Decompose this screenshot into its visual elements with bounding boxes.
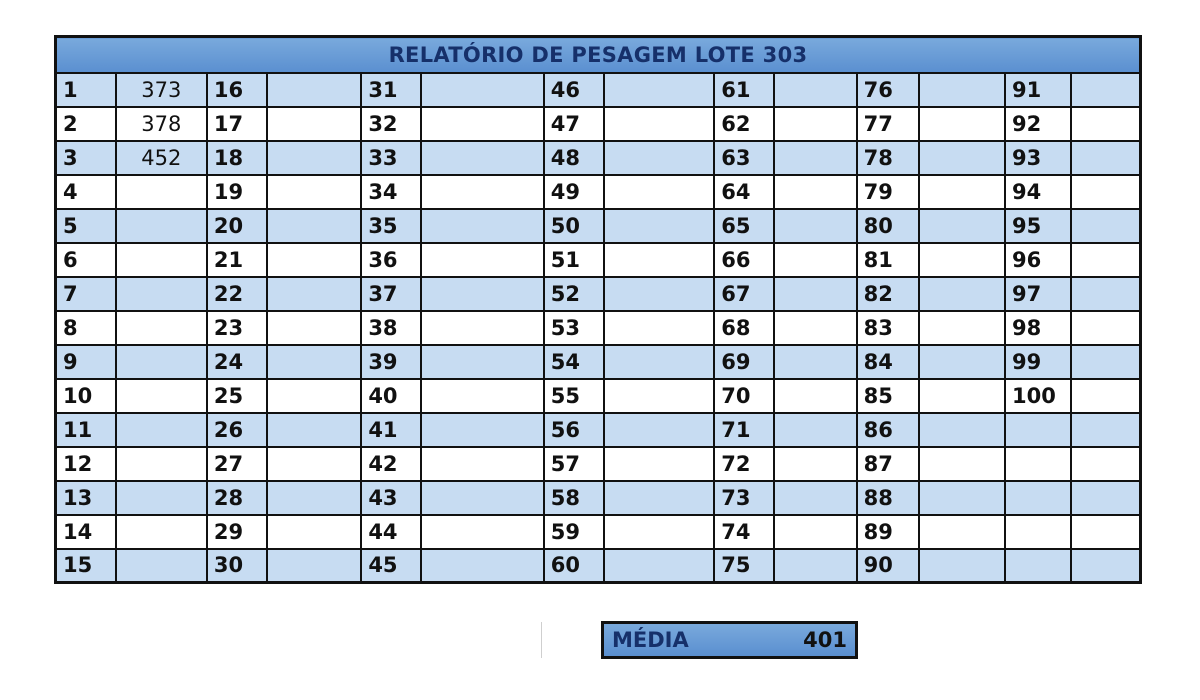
animal-number-73[interactable]: 73: [714, 481, 774, 515]
animal-number-25[interactable]: 25: [207, 379, 267, 413]
weight-cell-100[interactable]: [1071, 379, 1140, 413]
animal-number-63[interactable]: 63: [714, 141, 774, 175]
animal-number-77[interactable]: 77: [857, 107, 919, 141]
animal-number-78[interactable]: 78: [857, 141, 919, 175]
empty-cell[interactable]: [1005, 481, 1071, 515]
animal-number-54[interactable]: 54: [544, 345, 604, 379]
weight-cell-80[interactable]: [919, 209, 1005, 243]
weight-cell-69[interactable]: [774, 345, 856, 379]
empty-cell[interactable]: [1071, 481, 1140, 515]
animal-number-18[interactable]: 18: [207, 141, 267, 175]
weight-cell-7[interactable]: [116, 277, 207, 311]
animal-number-43[interactable]: 43: [361, 481, 421, 515]
weight-cell-36[interactable]: [421, 243, 543, 277]
empty-cell[interactable]: [1071, 447, 1140, 481]
weight-cell-78[interactable]: [919, 141, 1005, 175]
weight-cell-46[interactable]: [604, 73, 714, 107]
weight-cell-14[interactable]: [116, 515, 207, 549]
weight-cell-82[interactable]: [919, 277, 1005, 311]
weight-cell-13[interactable]: [116, 481, 207, 515]
animal-number-22[interactable]: 22: [207, 277, 267, 311]
weight-cell-18[interactable]: [267, 141, 361, 175]
animal-number-90[interactable]: 90: [857, 549, 919, 583]
weight-cell-17[interactable]: [267, 107, 361, 141]
animal-number-33[interactable]: 33: [361, 141, 421, 175]
empty-cell[interactable]: [1071, 413, 1140, 447]
animal-number-82[interactable]: 82: [857, 277, 919, 311]
weight-cell-4[interactable]: [116, 175, 207, 209]
animal-number-68[interactable]: 68: [714, 311, 774, 345]
animal-number-71[interactable]: 71: [714, 413, 774, 447]
average-label: MÉDIA: [612, 628, 689, 652]
weight-cell-67[interactable]: [774, 277, 856, 311]
animal-number-52[interactable]: 52: [544, 277, 604, 311]
weight-cell-15[interactable]: [116, 549, 207, 583]
weight-cell-94[interactable]: [1071, 175, 1140, 209]
weight-cell-41[interactable]: [421, 413, 543, 447]
weight-cell-79[interactable]: [919, 175, 1005, 209]
weight-cell-12[interactable]: [116, 447, 207, 481]
animal-number-86[interactable]: 86: [857, 413, 919, 447]
animal-number-6[interactable]: 6: [56, 243, 116, 277]
animal-number-62[interactable]: 62: [714, 107, 774, 141]
weight-cell-39[interactable]: [421, 345, 543, 379]
weight-cell-48[interactable]: [604, 141, 714, 175]
weight-cell-72[interactable]: [774, 447, 856, 481]
animal-number-85[interactable]: 85: [857, 379, 919, 413]
weight-cell-62[interactable]: [774, 107, 856, 141]
animal-number-8[interactable]: 8: [56, 311, 116, 345]
weight-cell-28[interactable]: [267, 481, 361, 515]
animal-number-58[interactable]: 58: [544, 481, 604, 515]
animal-number-79[interactable]: 79: [857, 175, 919, 209]
weight-cell-95[interactable]: [1071, 209, 1140, 243]
report-title: RELATÓRIO DE PESAGEM LOTE 303: [56, 37, 1141, 73]
animal-number-10[interactable]: 10: [56, 379, 116, 413]
animal-number-40[interactable]: 40: [361, 379, 421, 413]
animal-number-9[interactable]: 9: [56, 345, 116, 379]
animal-number-3[interactable]: 3: [56, 141, 116, 175]
animal-number-89[interactable]: 89: [857, 515, 919, 549]
weight-cell-93[interactable]: [1071, 141, 1140, 175]
table-row: [56, 549, 1141, 583]
weight-cell-68[interactable]: [774, 311, 856, 345]
animal-number-20[interactable]: 20: [207, 209, 267, 243]
empty-cell[interactable]: [1071, 549, 1140, 583]
animal-number-49[interactable]: 49: [544, 175, 604, 209]
table-row: [56, 413, 1141, 447]
animal-number-55[interactable]: 55: [544, 379, 604, 413]
animal-number-38[interactable]: 38: [361, 311, 421, 345]
animal-number-97[interactable]: 97: [1005, 277, 1071, 311]
weight-cell-45[interactable]: [421, 549, 543, 583]
weight-cell-92[interactable]: [1071, 107, 1140, 141]
animal-number-1[interactable]: 1: [56, 73, 116, 107]
animal-number-93[interactable]: 93: [1005, 141, 1071, 175]
weight-cell-56[interactable]: [604, 413, 714, 447]
weight-cell-85[interactable]: [919, 379, 1005, 413]
weight-cell-8[interactable]: [116, 311, 207, 345]
weight-cell-60[interactable]: [604, 549, 714, 583]
weight-cell-74[interactable]: [774, 515, 856, 549]
weight-cell-90[interactable]: [919, 549, 1005, 583]
animal-number-81[interactable]: 81: [857, 243, 919, 277]
animal-number-34[interactable]: 34: [361, 175, 421, 209]
animal-number-35[interactable]: 35: [361, 209, 421, 243]
animal-number-66[interactable]: 66: [714, 243, 774, 277]
animal-number-46[interactable]: 46: [544, 73, 604, 107]
animal-number-94[interactable]: 94: [1005, 175, 1071, 209]
animal-number-30[interactable]: 30: [207, 549, 267, 583]
table-row: [56, 311, 1141, 345]
weight-cell-2[interactable]: 378: [116, 107, 207, 141]
empty-cell[interactable]: [1071, 515, 1140, 549]
animal-number-48[interactable]: 48: [544, 141, 604, 175]
weight-cell-49[interactable]: [604, 175, 714, 209]
weight-cell-53[interactable]: [604, 311, 714, 345]
animal-number-67[interactable]: 67: [714, 277, 774, 311]
animal-number-15[interactable]: 15: [56, 549, 116, 583]
weight-cell-23[interactable]: [267, 311, 361, 345]
weight-cell-30[interactable]: [267, 549, 361, 583]
animal-number-14[interactable]: 14: [56, 515, 116, 549]
animal-number-2[interactable]: 2: [56, 107, 116, 141]
weight-cell-61[interactable]: [774, 73, 856, 107]
animal-number-84[interactable]: 84: [857, 345, 919, 379]
weight-cell-58[interactable]: [604, 481, 714, 515]
animal-number-21[interactable]: 21: [207, 243, 267, 277]
weight-cell-55[interactable]: [604, 379, 714, 413]
table-row: [56, 481, 1141, 515]
weight-cell-40[interactable]: [421, 379, 543, 413]
weight-cell-21[interactable]: [267, 243, 361, 277]
table-row: [56, 107, 1141, 141]
weight-cell-77[interactable]: [919, 107, 1005, 141]
animal-number-36[interactable]: 36: [361, 243, 421, 277]
animal-number-91[interactable]: 91: [1005, 73, 1071, 107]
animal-number-51[interactable]: 51: [544, 243, 604, 277]
weight-cell-50[interactable]: [604, 209, 714, 243]
weight-cell-47[interactable]: [604, 107, 714, 141]
weight-cell-76[interactable]: [919, 73, 1005, 107]
weight-cell-64[interactable]: [774, 175, 856, 209]
weight-cell-65[interactable]: [774, 209, 856, 243]
animal-number-12[interactable]: 12: [56, 447, 116, 481]
animal-number-61[interactable]: 61: [714, 73, 774, 107]
table-row: [56, 515, 1141, 549]
weight-cell-25[interactable]: [267, 379, 361, 413]
animal-number-92[interactable]: 92: [1005, 107, 1071, 141]
weight-cell-27[interactable]: [267, 447, 361, 481]
weight-cell-37[interactable]: [421, 277, 543, 311]
table-row: [56, 175, 1141, 209]
weight-cell-3[interactable]: 452: [116, 141, 207, 175]
animal-number-47[interactable]: 47: [544, 107, 604, 141]
animal-number-7[interactable]: 7: [56, 277, 116, 311]
weight-cell-20[interactable]: [267, 209, 361, 243]
animal-number-60[interactable]: 60: [544, 549, 604, 583]
animal-number-19[interactable]: 19: [207, 175, 267, 209]
weight-cell-10[interactable]: [116, 379, 207, 413]
weight-cell-66[interactable]: [774, 243, 856, 277]
table-row: [56, 277, 1141, 311]
animal-number-65[interactable]: 65: [714, 209, 774, 243]
animal-number-44[interactable]: 44: [361, 515, 421, 549]
animal-number-42[interactable]: 42: [361, 447, 421, 481]
empty-cell[interactable]: [1005, 549, 1071, 583]
animal-number-100[interactable]: 100: [1005, 379, 1071, 413]
weight-cell-1[interactable]: 373: [116, 73, 207, 107]
weight-cell-44[interactable]: [421, 515, 543, 549]
weight-cell-35[interactable]: [421, 209, 543, 243]
sheet-gridline: [541, 622, 542, 658]
animal-number-11[interactable]: 11: [56, 413, 116, 447]
animal-number-57[interactable]: 57: [544, 447, 604, 481]
animal-number-76[interactable]: 76: [857, 73, 919, 107]
animal-number-53[interactable]: 53: [544, 311, 604, 345]
animal-number-70[interactable]: 70: [714, 379, 774, 413]
table-row: [56, 141, 1141, 175]
animal-number-28[interactable]: 28: [207, 481, 267, 515]
average-summary: [601, 621, 858, 659]
weight-cell-5[interactable]: [116, 209, 207, 243]
animal-number-87[interactable]: 87: [857, 447, 919, 481]
weight-cell-22[interactable]: [267, 277, 361, 311]
weight-cell-63[interactable]: [774, 141, 856, 175]
animal-number-5[interactable]: 5: [56, 209, 116, 243]
animal-number-13[interactable]: 13: [56, 481, 116, 515]
weighing-report-table: [54, 35, 1142, 584]
weight-cell-33[interactable]: [421, 141, 543, 175]
weight-cell-71[interactable]: [774, 413, 856, 447]
animal-number-99[interactable]: 99: [1005, 345, 1071, 379]
empty-cell[interactable]: [1005, 515, 1071, 549]
animal-number-69[interactable]: 69: [714, 345, 774, 379]
weight-cell-31[interactable]: [421, 73, 543, 107]
animal-number-26[interactable]: 26: [207, 413, 267, 447]
table-row: [56, 345, 1141, 379]
animal-number-83[interactable]: 83: [857, 311, 919, 345]
table-row: [56, 379, 1141, 413]
weight-cell-83[interactable]: [919, 311, 1005, 345]
weight-cell-89[interactable]: [919, 515, 1005, 549]
weight-cell-59[interactable]: [604, 515, 714, 549]
weight-cell-32[interactable]: [421, 107, 543, 141]
table-row: [56, 73, 1141, 107]
animal-number-95[interactable]: 95: [1005, 209, 1071, 243]
table-row: [56, 447, 1141, 481]
animal-number-88[interactable]: 88: [857, 481, 919, 515]
animal-number-96[interactable]: 96: [1005, 243, 1071, 277]
weight-cell-84[interactable]: [919, 345, 1005, 379]
empty-cell[interactable]: [1005, 413, 1071, 447]
weight-cell-91[interactable]: [1071, 73, 1140, 107]
animal-number-74[interactable]: 74: [714, 515, 774, 549]
animal-number-17[interactable]: 17: [207, 107, 267, 141]
animal-number-50[interactable]: 50: [544, 209, 604, 243]
animal-number-37[interactable]: 37: [361, 277, 421, 311]
average-value: 401: [803, 628, 847, 652]
weight-cell-70[interactable]: [774, 379, 856, 413]
table-row: [56, 209, 1141, 243]
weight-cell-6[interactable]: [116, 243, 207, 277]
empty-cell[interactable]: [1005, 447, 1071, 481]
animal-number-41[interactable]: 41: [361, 413, 421, 447]
animal-number-27[interactable]: 27: [207, 447, 267, 481]
weight-cell-19[interactable]: [267, 175, 361, 209]
animal-number-64[interactable]: 64: [714, 175, 774, 209]
animal-number-75[interactable]: 75: [714, 549, 774, 583]
animal-number-31[interactable]: 31: [361, 73, 421, 107]
animal-number-45[interactable]: 45: [361, 549, 421, 583]
weight-cell-75[interactable]: [774, 549, 856, 583]
weight-cell-54[interactable]: [604, 345, 714, 379]
animal-number-32[interactable]: 32: [361, 107, 421, 141]
animal-number-80[interactable]: 80: [857, 209, 919, 243]
weight-cell-26[interactable]: [267, 413, 361, 447]
weight-cell-98[interactable]: [1071, 311, 1140, 345]
weight-cell-11[interactable]: [116, 413, 207, 447]
weight-cell-87[interactable]: [919, 447, 1005, 481]
weight-cell-96[interactable]: [1071, 243, 1140, 277]
weight-cell-81[interactable]: [919, 243, 1005, 277]
weight-cell-86[interactable]: [919, 413, 1005, 447]
weight-cell-52[interactable]: [604, 277, 714, 311]
animal-number-39[interactable]: 39: [361, 345, 421, 379]
animal-number-59[interactable]: 59: [544, 515, 604, 549]
weight-cell-73[interactable]: [774, 481, 856, 515]
animal-number-98[interactable]: 98: [1005, 311, 1071, 345]
animal-number-29[interactable]: 29: [207, 515, 267, 549]
weight-cell-88[interactable]: [919, 481, 1005, 515]
weight-cell-34[interactable]: [421, 175, 543, 209]
weight-cell-43[interactable]: [421, 481, 543, 515]
weight-cell-29[interactable]: [267, 515, 361, 549]
weight-cell-16[interactable]: [267, 73, 361, 107]
weight-cell-42[interactable]: [421, 447, 543, 481]
weight-cell-9[interactable]: [116, 345, 207, 379]
animal-number-72[interactable]: 72: [714, 447, 774, 481]
weight-cell-24[interactable]: [267, 345, 361, 379]
animal-number-23[interactable]: 23: [207, 311, 267, 345]
weight-cell-97[interactable]: [1071, 277, 1140, 311]
weight-cell-99[interactable]: [1071, 345, 1140, 379]
animal-number-24[interactable]: 24: [207, 345, 267, 379]
animal-number-4[interactable]: 4: [56, 175, 116, 209]
animal-number-56[interactable]: 56: [544, 413, 604, 447]
weight-cell-38[interactable]: [421, 311, 543, 345]
animal-number-16[interactable]: 16: [207, 73, 267, 107]
weight-cell-51[interactable]: [604, 243, 714, 277]
weight-cell-57[interactable]: [604, 447, 714, 481]
table-row: [56, 243, 1141, 277]
